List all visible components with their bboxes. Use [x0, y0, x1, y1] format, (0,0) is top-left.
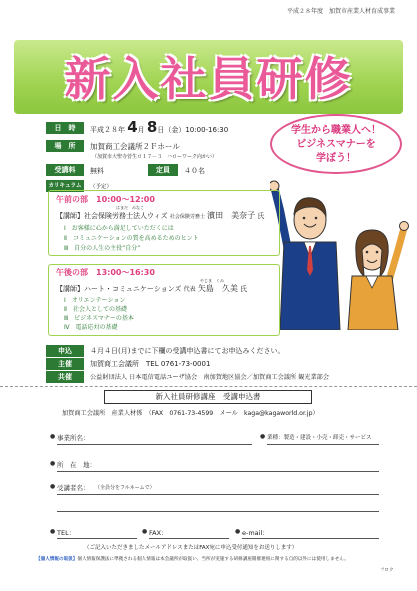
attendee-label: 受講者名：: [57, 484, 90, 492]
apply-label: 申込: [46, 345, 84, 357]
afternoon-item-3: Ⅲ ビジネスマナーの基本: [64, 315, 134, 322]
afternoon-lecturer: 【講師】ハート・コミュニケーションズ 代表 矢島 久美 氏: [56, 284, 248, 293]
page-title: 新入社員研修: [64, 52, 353, 106]
fax-field[interactable]: [149, 538, 229, 539]
tel-field[interactable]: [57, 538, 137, 539]
place-value: 加賀商工会議所２Ｆホール: [90, 142, 180, 151]
tel-label: TEL：: [57, 529, 76, 537]
attendee-field-2[interactable]: [57, 511, 379, 512]
fee-value: 無料: [90, 167, 104, 175]
cut-line: [0, 386, 417, 387]
place-label: 場 所: [46, 140, 84, 152]
woman-figure: [348, 222, 409, 331]
curriculum-note: （予定）: [90, 184, 113, 190]
bubble-line-2: ビジネスマナーを: [296, 139, 376, 150]
bubble-line-3: 学ぼう！: [316, 153, 356, 164]
required-mark: ●: [235, 528, 241, 535]
privacy-note: 【個人情報の取扱】個人情報保護法に準拠される個人情報は本会議所が取扱い、当所が実施する研修講座開催連絡に関する自的以外には使用しません。: [36, 557, 349, 562]
morning-item-2: Ⅱ コミュニケーションの質を高めるためのヒント: [64, 235, 199, 242]
bubble-line-1: 学生から職業人へ！: [291, 125, 381, 136]
date-value: 平成２８年 4月 8日（金）10:00-16:30: [90, 118, 229, 136]
attendee-note: （全員分をフルネームで）: [95, 485, 155, 491]
required-mark: ●: [50, 433, 56, 440]
host-text: 加賀商工会議所 TEL 0761-73-0001: [90, 360, 211, 368]
afternoon-item-2: Ⅱ 社会人としての基礎: [64, 306, 127, 313]
program-note: 平成２８年度 加賀市産業人材育成事業: [286, 8, 395, 15]
email-note: （ご記入いただきましたメールアドレスまたはFAX宛に申込受付通知をお送りします）: [84, 545, 298, 551]
curriculum-label: カリキュラム: [46, 180, 84, 192]
industry-field[interactable]: [267, 444, 379, 445]
speech-bubble: [270, 114, 402, 174]
address-label: 所 在 地：: [57, 461, 96, 469]
morning-heading: 午前の部 10:00～12:00: [56, 195, 155, 204]
company-label: 事業所名：: [57, 434, 90, 442]
capacity-label: 定員: [148, 164, 178, 176]
required-mark: ●: [50, 460, 56, 467]
email-label: e-mail：: [242, 529, 269, 537]
company-field[interactable]: [57, 444, 252, 445]
date-label: 日 時: [46, 122, 84, 134]
cohost-text: 公益財団法人 日本電信電話ユーザ協会 南加賀地区協会／加賀商工会議所 観光業部会: [90, 374, 330, 381]
required-mark: ●: [142, 528, 148, 535]
required-mark: ●: [50, 528, 56, 535]
cheering-people-illustration: [270, 180, 410, 330]
afternoon-item-4: Ⅳ 電話応対の基礎: [64, 324, 118, 331]
industry-label: 業種：製造・建設・小売・卸売・サービス: [267, 435, 372, 441]
place-address: （加賀市大聖寺菅生ロ１７－３ ハローワーク向かい）: [92, 154, 218, 160]
form-title: 新入社員研修講座 受講申込書: [104, 390, 312, 404]
email-field[interactable]: [242, 538, 379, 539]
morning-lecturer: 【講師】社会保険労務士法人ウィズ 社会保険労務士 濱田 美奈子 氏: [56, 211, 265, 220]
morning-item-1: Ⅰ お客様に心から満足していただくには: [64, 225, 174, 232]
required-mark: ●: [50, 483, 56, 490]
footer-mark: フロク: [380, 568, 394, 573]
fax-label: FAX：: [149, 529, 168, 537]
required-mark: ●: [260, 433, 266, 440]
afternoon-heading: 午後の部 13:00～16:30: [56, 268, 155, 277]
fee-label: 受講料: [46, 164, 84, 176]
man-figure: [270, 181, 340, 330]
cohost-label: 共催: [46, 371, 84, 383]
afternoon-lecturer-ruby: やじま くみ: [200, 278, 224, 283]
capacity-value: ４０名: [184, 167, 205, 175]
apply-text: ４月４日(月)までに下欄の受講申込書にてお申込みください。: [90, 347, 285, 355]
afternoon-item-1: Ⅰ オリエンテーション: [64, 297, 126, 304]
host-label: 主催: [46, 358, 84, 370]
morning-lecturer-ruby: はまだ みなこ: [116, 205, 144, 210]
form-destination: 加賀商工会議所 産業人材係 （FAX 0761-73-4599 メール kaga@kagaworld.or.jp）: [62, 410, 319, 417]
address-field[interactable]: [57, 471, 379, 472]
attendee-field-1[interactable]: [57, 494, 379, 495]
morning-item-3: Ⅲ 自分の人生の主役”自分”: [64, 245, 141, 252]
